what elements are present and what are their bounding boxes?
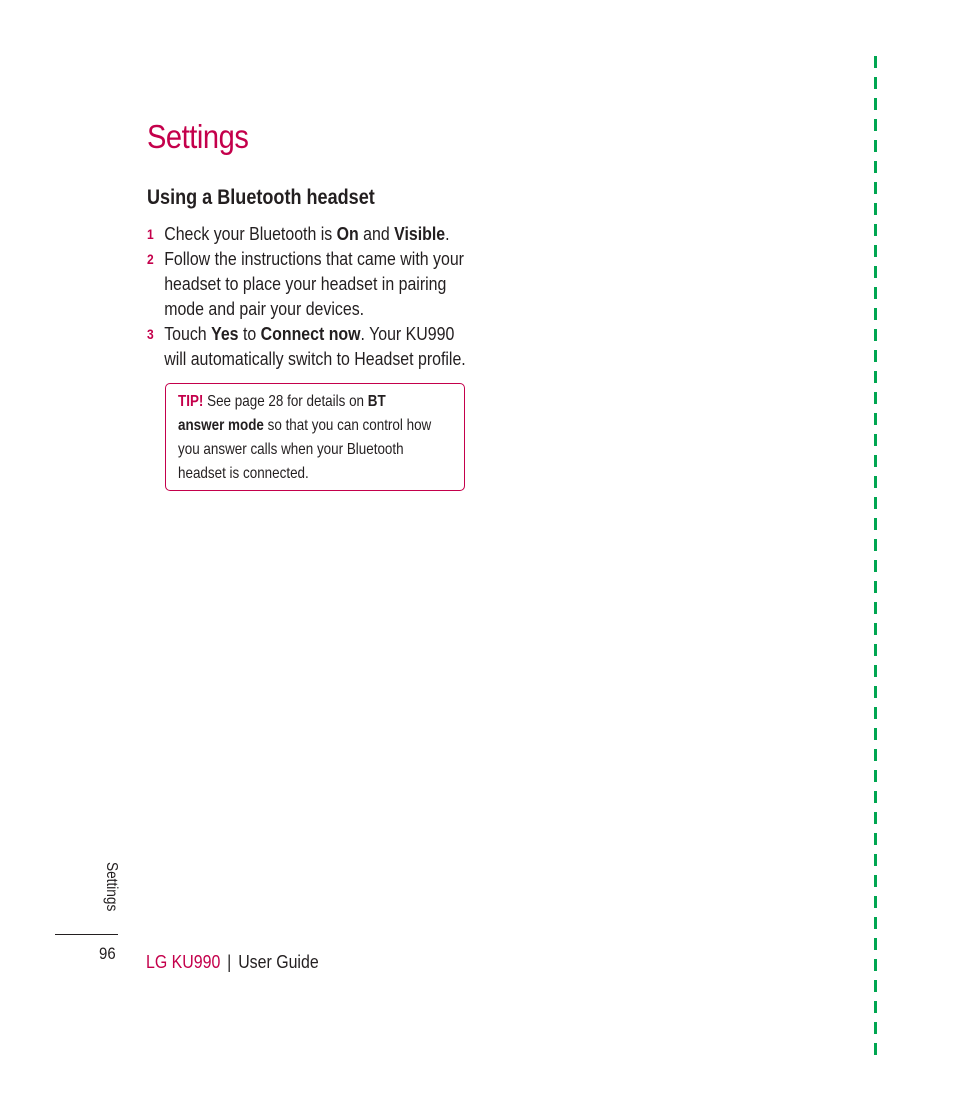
- step-bold-term: Yes: [211, 323, 239, 344]
- step-number: 3: [147, 326, 154, 342]
- step-text-part: to: [238, 323, 261, 344]
- tip-bold-term: BT: [367, 393, 386, 410]
- steps-list: [147, 221, 507, 371]
- tip-text: [178, 390, 431, 486]
- step-number: 2: [147, 251, 154, 267]
- step-bold-term: Visible: [394, 223, 446, 244]
- trim-line: [874, 56, 877, 1058]
- footer-rule: [55, 934, 118, 935]
- step-item: [147, 246, 464, 321]
- page-number: 96: [99, 944, 116, 963]
- tip-bold-term: answer mode: [178, 417, 264, 434]
- footer-model: LG KU990: [146, 951, 221, 972]
- step-text-line: Follow the instructions that came with your: [164, 248, 464, 269]
- step-text-part: .: [445, 223, 450, 244]
- tip-text-part: so that you can control how: [263, 417, 432, 434]
- page-title: Settings: [147, 118, 249, 155]
- step-text-part: Touch: [164, 323, 212, 344]
- step-text: [164, 321, 456, 346]
- tip-text-part: See page 28 for details on: [203, 393, 368, 410]
- footer-separator: |: [227, 951, 232, 972]
- step-bold-term: Connect now: [260, 323, 361, 344]
- step-item: [147, 321, 466, 371]
- step-text: [164, 221, 456, 246]
- footer-brand: [146, 951, 319, 973]
- tip-line: [178, 390, 431, 414]
- step-text-line: will automatically switch to Headset profile.: [164, 348, 466, 369]
- step-text-part: Check your Bluetooth is: [164, 223, 337, 244]
- side-section-label: [100, 862, 120, 922]
- section-heading: Using a Bluetooth headset: [147, 186, 375, 209]
- section-label-text: Settings: [103, 862, 120, 912]
- step-number: 1: [147, 226, 154, 242]
- step-text-line: headset to place your headset in pairing: [164, 273, 447, 294]
- tip-line: headset is connected.: [178, 465, 309, 482]
- footer-guide: User Guide: [238, 951, 319, 972]
- tip-line: you answer calls when your Bluetooth: [178, 441, 404, 458]
- step-text-part: . Your KU990: [360, 323, 455, 344]
- tip-box: [165, 383, 465, 491]
- tip-line: [178, 414, 431, 438]
- step-text-line: mode and pair your devices.: [164, 298, 365, 319]
- step-bold-term: On: [336, 223, 359, 244]
- step-item: [147, 221, 457, 246]
- tip-label: TIP!: [178, 393, 204, 410]
- step-text-part: and: [358, 223, 395, 244]
